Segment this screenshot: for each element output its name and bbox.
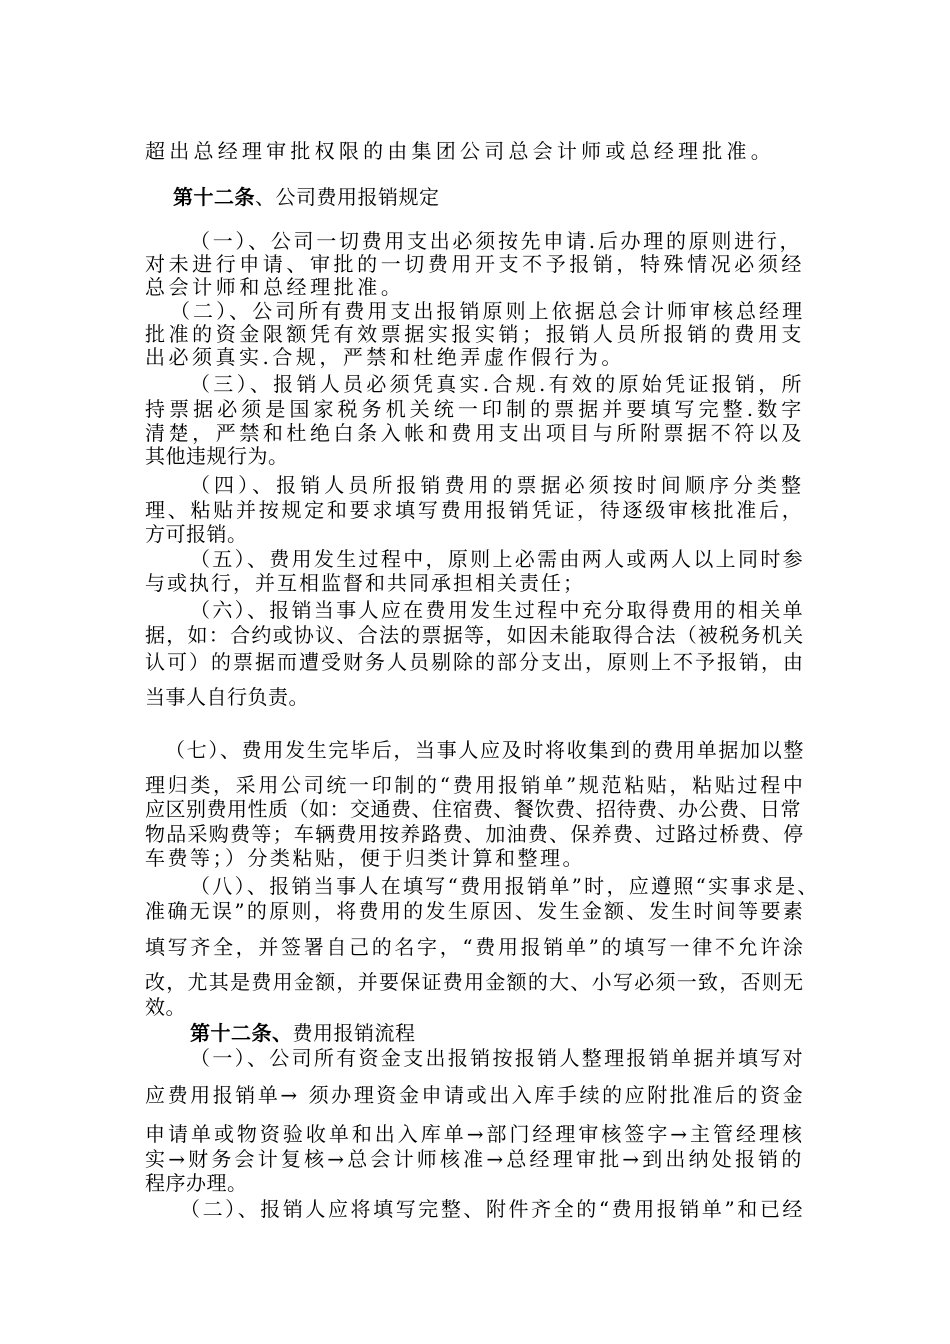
paragraph-line: （一）、公司所有资金支出报销按报销人整理报销单据并填写对 xyxy=(190,1046,805,1070)
paragraph-line: 对未进行申请、审批的一切费用开支不予报销，特殊情况必须经 xyxy=(145,252,805,276)
paragraph-line: 当事人自行负责。 xyxy=(145,685,309,709)
paragraph-line: （三）、报销人员必须凭真实.合规.有效的原始凭证报销，所 xyxy=(190,372,805,396)
paragraph-line: 据，如：合约或协议、合法的票据等，如因未能取得合法（被税务机关 xyxy=(145,623,805,647)
paragraph-line: （二）、公司所有费用支出报销原则上依据总会计师审核总经理 xyxy=(170,299,806,323)
paragraph-line: 清楚，严禁和杜绝白条入帐和费用支出项目与所附票据不符以及 xyxy=(145,421,805,445)
paragraph-line: 总会计师和总经理批准。 xyxy=(145,275,405,299)
section-title: 、公司费用报销规定 xyxy=(255,185,440,209)
paragraph-line: 申请单或物资验收单和出入库单→部门经理审核签字→主管经理核 xyxy=(145,1122,805,1146)
paragraph-line: （七）、费用发生完毕后，当事人应及时将收集到的费用单据加以整 xyxy=(165,738,806,762)
section-number: 第十二条 xyxy=(173,185,255,209)
paragraph-line: 物品采购费等；车辆费用按养路费、加油费、保养费、过路过桥费、停 xyxy=(145,822,805,846)
paragraph-line: 车费等；）分类粘贴，便于归类计算和整理。 xyxy=(145,846,585,870)
paragraph-line: 应费用报销单→ 须办理资金申请或出入库手续的应附批准后的资金 xyxy=(145,1083,806,1107)
paragraph-line: 其他违规行为。 xyxy=(145,444,289,468)
paragraph-line: 理归类，采用公司统一印制的“费用报销单”规范粘贴，粘贴过程中 xyxy=(145,773,806,797)
paragraph-line: 超出总经理审批权限的由集团公司总会计师或总经理批准。 xyxy=(145,139,775,163)
paragraph-line: 与或执行，并互相监督和共同承担相关责任； xyxy=(145,571,585,595)
paragraph-line: 方可报销。 xyxy=(145,522,248,546)
paragraph-line: 程序办理。 xyxy=(145,1171,248,1195)
paragraph-line: 出必须真实.合规，严禁和杜绝弄虚作假行为。 xyxy=(145,345,625,369)
paragraph-line: 效。 xyxy=(145,995,186,1019)
paragraph-line: （四）、报销人员所报销费用的票据必须按时间顺序分类整 xyxy=(190,473,806,497)
paragraph-line: 填写齐全，并签署自己的名字，“费用报销单”的填写一律不允许涂 xyxy=(145,935,806,959)
paragraph-line: 认可）的票据而遭受财务人员剔除的部分支出，原则上不予报销，由 xyxy=(145,650,805,674)
section-heading xyxy=(190,1021,416,1045)
paragraph-line: 应区别费用性质（如：交通费、住宿费、餐饮费、招待费、办公费、日常 xyxy=(145,797,801,821)
paragraph-line: 改，尤其是费用金额，并要保证费用金额的大、小写必须一致，否则无 xyxy=(145,970,805,994)
paragraph-line: 准确无误”的原则，将费用的发生原因、发生金额、发生时间等要素 xyxy=(145,899,806,923)
section-heading xyxy=(173,185,440,209)
paragraph-line: （二）、报销人应将填写完整、附件齐全的“费用报销单”和已经 xyxy=(180,1197,805,1221)
paragraph-line: 批准的资金限额凭有效票据实报实销；报销人员所报销的费用支 xyxy=(145,322,805,346)
section-title: 费用报销流程 xyxy=(292,1021,416,1045)
paragraph-line: （五）、费用发生过程中，原则上必需由两人或两人以上同时参 xyxy=(190,547,805,571)
section-number: 第十二条、 xyxy=(190,1021,293,1045)
paragraph-line: 实→财务会计复核→总会计师核准→总经理审批→到出纳处报销的 xyxy=(145,1147,805,1171)
paragraph-line: 持票据必须是国家税务机关统一印制的票据并要填写完整.数字 xyxy=(145,397,806,421)
paragraph-line: （八）、报销当事人在填写“费用报销单”时，应遵照“实事求是、 xyxy=(190,874,820,898)
paragraph-line: （一）、公司一切费用支出必须按先申请.后办理的原则进行， xyxy=(190,229,803,253)
paragraph-line: （六）、报销当事人应在费用发生过程中充分取得费用的相关单 xyxy=(190,598,805,622)
paragraph-line: 理、粘贴并按规定和要求填写费用报销凭证，待逐级审核批准后， xyxy=(145,498,805,522)
